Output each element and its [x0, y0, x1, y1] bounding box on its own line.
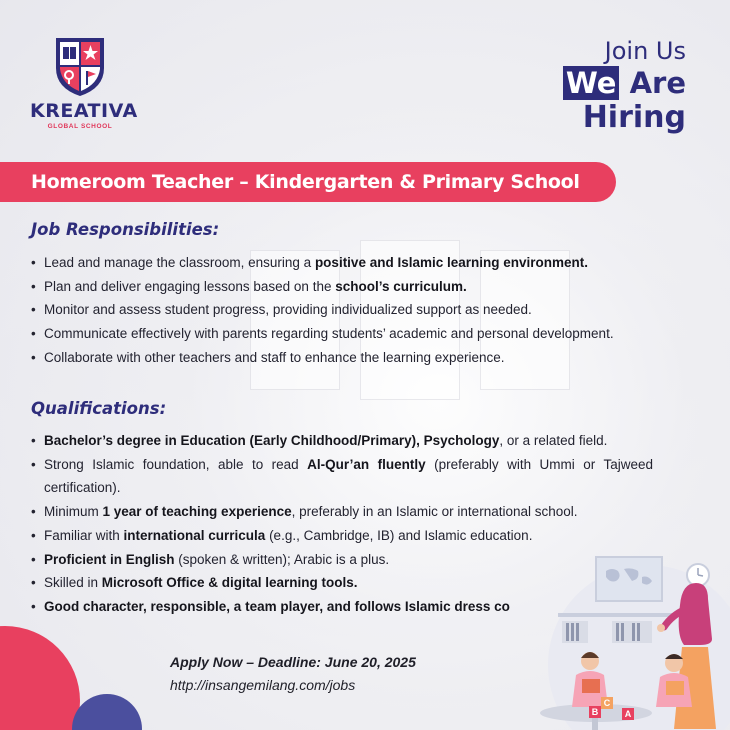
job-title-banner — [0, 162, 616, 202]
list-item-bold: Bachelor’s degree in Education (Early Childhood/Primary), Psychology — [44, 433, 500, 448]
list-item — [31, 275, 653, 299]
hiring-headline — [563, 36, 686, 136]
list-item-bold: 1 year of teaching experience — [102, 504, 292, 520]
list-item — [31, 429, 653, 453]
school-name: KREATIVA — [30, 100, 138, 122]
list-item-text: , or a related field. — [499, 433, 608, 448]
list-item-text: Strong Islamic foundation, able to read — [44, 456, 308, 472]
list-item-bold: positive and Islamic learning environment. — [314, 255, 589, 270]
bookshelf-icon — [558, 613, 678, 617]
responsibilities-heading: Job Responsibilities: — [31, 220, 220, 239]
shield-icon — [52, 34, 108, 98]
list-item-text: Monitor and assess student progress, providing individualized support as needed. — [44, 302, 532, 318]
list-item-text: Communicate effectively with parents regarding students’ academic and personal development. — [44, 326, 614, 342]
list-item-bold: Microsoft Office & digital learning tools. — [101, 575, 358, 591]
list-item-bold: international curricula — [123, 527, 266, 543]
block-letter: B — [591, 707, 599, 717]
list-item-text: Familiar with — [44, 527, 124, 543]
list-item-text: Minimum — [44, 504, 103, 520]
responsibilities-list — [31, 251, 653, 370]
list-item — [31, 346, 653, 370]
list-item — [31, 298, 653, 322]
list-item-text: Lead and manage the classroom, ensuring a — [44, 255, 315, 270]
list-item-bold: Proficient in English — [44, 551, 175, 567]
block-letter: A — [624, 709, 632, 719]
list-item-text: Plan and deliver engaging lessons based on the — [44, 278, 336, 294]
list-item — [31, 524, 653, 548]
apply-section — [170, 651, 416, 697]
are-text: Are — [629, 66, 686, 100]
list-item — [31, 251, 653, 275]
list-item-text: (spoken & written); Arabic is a plus. — [174, 551, 390, 567]
world-map-icon — [596, 557, 662, 601]
list-item-bold: Al-Qur’an fluently — [307, 456, 426, 472]
list-item — [31, 322, 653, 346]
hiring-text: Hiring — [582, 100, 686, 135]
list-item — [31, 453, 653, 500]
block-letter: C — [603, 698, 611, 708]
classroom-illustration — [538, 555, 730, 730]
school-subtitle: GLOBAL SCHOOL — [47, 123, 113, 130]
job-title: Homeroom Teacher – Kindergarten & Primary School — [31, 171, 580, 193]
list-item-text: (preferably with Ummi or Tajweed certification). — [44, 456, 653, 496]
we-are-text — [563, 66, 686, 100]
apply-url[interactable]: http://insangemilang.com/jobs — [170, 677, 356, 693]
we-highlight: We — [563, 66, 620, 100]
list-item-bold: Good character, responsible, a team player, and follows Islamic dress co — [44, 598, 510, 614]
join-us-text: Join Us — [604, 37, 686, 65]
list-item-text: (e.g., Cambridge, IB) and Islamic education. — [265, 527, 533, 543]
apply-deadline: Apply Now – Deadline: June 20, 2025 — [170, 654, 416, 670]
list-item-text: , preferably in an Islamic or international school. — [291, 504, 578, 520]
list-item — [31, 500, 653, 524]
qualifications-heading: Qualifications: — [31, 399, 167, 418]
list-item-text: Collaborate with other teachers and staff to enhance the learning experience. — [44, 349, 505, 365]
list-item-bold: school’s curriculum. — [335, 278, 467, 294]
list-item-text: Skilled in — [44, 575, 102, 591]
teacher-figure — [679, 583, 712, 645]
